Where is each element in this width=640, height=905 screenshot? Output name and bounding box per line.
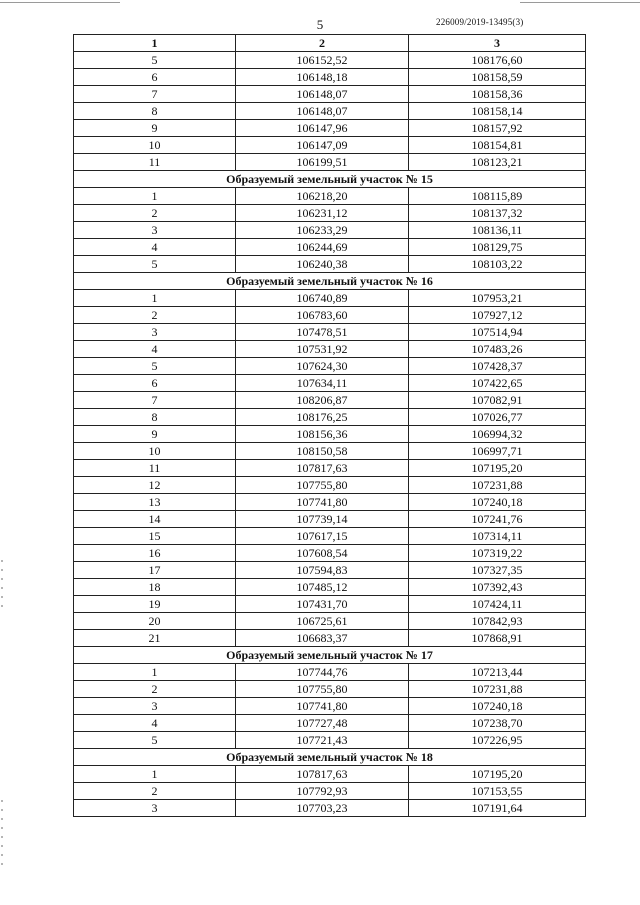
x-coordinate-cell: 106148,07 [236,86,409,103]
coordinates-table-body [74,35,586,817]
x-coordinate-cell: 107531,92 [236,341,409,358]
y-coordinate-cell: 107240,18 [409,698,586,715]
point-number-cell: 2 [74,307,236,324]
y-coordinate-cell: 107428,37 [409,358,586,375]
y-coordinate-cell: 107231,88 [409,477,586,494]
table-row [74,613,586,630]
point-number-cell: 1 [74,664,236,681]
table-row [74,562,586,579]
y-coordinate-cell: 108123,21 [409,154,586,171]
y-coordinate-cell: 107327,35 [409,562,586,579]
x-coordinate-cell: 107485,12 [236,579,409,596]
point-number-cell: 1 [74,188,236,205]
x-coordinate-cell: 106240,38 [236,256,409,273]
y-coordinate-cell: 107213,44 [409,664,586,681]
column-header-1: 1 [74,35,236,52]
table-row [74,103,586,120]
section-title-row [74,273,586,290]
table-row [74,239,586,256]
point-number-cell: 21 [74,630,236,647]
y-coordinate-cell: 108158,14 [409,103,586,120]
y-coordinate-cell: 108157,92 [409,120,586,137]
table-row [74,341,586,358]
point-number-cell: 9 [74,426,236,443]
y-coordinate-cell: 107953,21 [409,290,586,307]
scan-margin-marks [1,560,4,614]
y-coordinate-cell: 106997,71 [409,443,586,460]
point-number-cell: 2 [74,783,236,800]
y-coordinate-cell: 108129,75 [409,239,586,256]
x-coordinate-cell: 106199,51 [236,154,409,171]
y-coordinate-cell: 108158,36 [409,86,586,103]
y-coordinate-cell: 108115,89 [409,188,586,205]
table-row [74,426,586,443]
point-number-cell: 5 [74,52,236,69]
table-row [74,392,586,409]
y-coordinate-cell: 108136,11 [409,222,586,239]
x-coordinate-cell: 107741,80 [236,698,409,715]
point-number-cell: 2 [74,681,236,698]
scan-margin-marks-lower [1,800,4,872]
y-coordinate-cell: 107241,76 [409,511,586,528]
x-coordinate-cell: 107608,54 [236,545,409,562]
y-coordinate-cell: 108103,22 [409,256,586,273]
x-coordinate-cell: 106725,61 [236,613,409,630]
x-coordinate-cell: 107478,51 [236,324,409,341]
point-number-cell: 9 [74,120,236,137]
table-row [74,783,586,800]
x-coordinate-cell: 106683,37 [236,630,409,647]
point-number-cell: 3 [74,800,236,817]
x-coordinate-cell: 107817,63 [236,460,409,477]
x-coordinate-cell: 107744,76 [236,664,409,681]
table-header-row [74,35,586,52]
y-coordinate-cell: 107422,65 [409,375,586,392]
table-row [74,494,586,511]
table-row [74,290,586,307]
y-coordinate-cell: 108158,59 [409,69,586,86]
top-scan-line-left [0,2,120,3]
table-row [74,256,586,273]
x-coordinate-cell: 107634,11 [236,375,409,392]
y-coordinate-cell: 108176,60 [409,52,586,69]
table-row [74,800,586,817]
point-number-cell: 8 [74,409,236,426]
x-coordinate-cell: 107817,63 [236,766,409,783]
y-coordinate-cell: 107153,55 [409,783,586,800]
table-row [74,137,586,154]
x-coordinate-cell: 106148,18 [236,69,409,86]
y-coordinate-cell: 107392,43 [409,579,586,596]
point-number-cell: 8 [74,103,236,120]
point-number-cell: 7 [74,392,236,409]
section-title: Образуемый земельный участок № 17 [74,647,586,664]
y-coordinate-cell: 107231,88 [409,681,586,698]
x-coordinate-cell: 106783,60 [236,307,409,324]
section-title: Образуемый земельный участок № 18 [74,749,586,766]
y-coordinate-cell: 107314,11 [409,528,586,545]
column-header-2: 2 [236,35,409,52]
point-number-cell: 19 [74,596,236,613]
x-coordinate-cell: 108176,25 [236,409,409,426]
x-coordinate-cell: 108156,36 [236,426,409,443]
point-number-cell: 3 [74,324,236,341]
x-coordinate-cell: 106147,09 [236,137,409,154]
y-coordinate-cell: 107514,94 [409,324,586,341]
y-coordinate-cell: 107191,64 [409,800,586,817]
x-coordinate-cell: 107431,70 [236,596,409,613]
point-number-cell: 5 [74,256,236,273]
point-number-cell: 4 [74,239,236,256]
section-title-row [74,647,586,664]
table-row [74,511,586,528]
point-number-cell: 4 [74,341,236,358]
point-number-cell: 10 [74,137,236,154]
y-coordinate-cell: 107868,91 [409,630,586,647]
x-coordinate-cell: 107721,43 [236,732,409,749]
y-coordinate-cell: 107483,26 [409,341,586,358]
x-coordinate-cell: 107792,93 [236,783,409,800]
x-coordinate-cell: 106244,69 [236,239,409,256]
point-number-cell: 12 [74,477,236,494]
table-row [74,460,586,477]
section-title-row [74,749,586,766]
table-row [74,766,586,783]
table-row [74,358,586,375]
page-number: 5 [316,17,324,32]
table-row [74,715,586,732]
table-row [74,596,586,613]
point-number-cell: 15 [74,528,236,545]
point-number-cell: 14 [74,511,236,528]
section-title: Образуемый земельный участок № 15 [74,171,586,188]
y-coordinate-cell: 107195,20 [409,766,586,783]
table-row [74,375,586,392]
x-coordinate-cell: 106148,07 [236,103,409,120]
table-row [74,681,586,698]
top-scan-line-right [520,2,640,3]
x-coordinate-cell: 107739,14 [236,511,409,528]
table-row [74,664,586,681]
x-coordinate-cell: 106740,89 [236,290,409,307]
point-number-cell: 20 [74,613,236,630]
y-coordinate-cell: 108137,32 [409,205,586,222]
point-number-cell: 6 [74,375,236,392]
y-coordinate-cell: 108154,81 [409,137,586,154]
x-coordinate-cell: 107617,15 [236,528,409,545]
y-coordinate-cell: 107082,91 [409,392,586,409]
point-number-cell: 18 [74,579,236,596]
y-coordinate-cell: 107319,22 [409,545,586,562]
point-number-cell: 1 [74,290,236,307]
table-row [74,698,586,715]
x-coordinate-cell: 107755,80 [236,681,409,698]
point-number-cell: 5 [74,732,236,749]
y-coordinate-cell: 106994,32 [409,426,586,443]
x-coordinate-cell: 106218,20 [236,188,409,205]
x-coordinate-cell: 107594,83 [236,562,409,579]
y-coordinate-cell: 107424,11 [409,596,586,613]
table-row [74,409,586,426]
point-number-cell: 4 [74,715,236,732]
x-coordinate-cell: 108206,87 [236,392,409,409]
y-coordinate-cell: 107195,20 [409,460,586,477]
table-row [74,69,586,86]
y-coordinate-cell: 107842,93 [409,613,586,630]
document-id: 226009/2019-13495(3) [436,17,524,27]
column-header-3: 3 [409,35,586,52]
y-coordinate-cell: 107240,18 [409,494,586,511]
y-coordinate-cell: 107927,12 [409,307,586,324]
point-number-cell: 13 [74,494,236,511]
x-coordinate-cell: 106233,29 [236,222,409,239]
table-row [74,579,586,596]
table-row [74,443,586,460]
point-number-cell: 2 [74,205,236,222]
x-coordinate-cell: 107703,23 [236,800,409,817]
point-number-cell: 17 [74,562,236,579]
point-number-cell: 5 [74,358,236,375]
section-title-row [74,171,586,188]
table-row [74,324,586,341]
point-number-cell: 1 [74,766,236,783]
point-number-cell: 3 [74,222,236,239]
section-title: Образуемый земельный участок № 16 [74,273,586,290]
point-number-cell: 6 [74,69,236,86]
y-coordinate-cell: 107226,95 [409,732,586,749]
table-row [74,528,586,545]
x-coordinate-cell: 107741,80 [236,494,409,511]
table-row [74,154,586,171]
y-coordinate-cell: 107026,77 [409,409,586,426]
x-coordinate-cell: 107727,48 [236,715,409,732]
table-row [74,205,586,222]
x-coordinate-cell: 107755,80 [236,477,409,494]
table-row [74,630,586,647]
x-coordinate-cell: 106231,12 [236,205,409,222]
table-row [74,545,586,562]
table-row [74,52,586,69]
point-number-cell: 11 [74,154,236,171]
point-number-cell: 3 [74,698,236,715]
table-row [74,222,586,239]
point-number-cell: 7 [74,86,236,103]
table-row [74,120,586,137]
table-row [74,188,586,205]
x-coordinate-cell: 107624,30 [236,358,409,375]
point-number-cell: 10 [74,443,236,460]
y-coordinate-cell: 107238,70 [409,715,586,732]
point-number-cell: 11 [74,460,236,477]
x-coordinate-cell: 106152,52 [236,52,409,69]
table-row [74,86,586,103]
x-coordinate-cell: 106147,96 [236,120,409,137]
table-row [74,307,586,324]
table-row [74,477,586,494]
x-coordinate-cell: 108150,58 [236,443,409,460]
point-number-cell: 16 [74,545,236,562]
table-row [74,732,586,749]
coordinates-table [73,34,586,817]
